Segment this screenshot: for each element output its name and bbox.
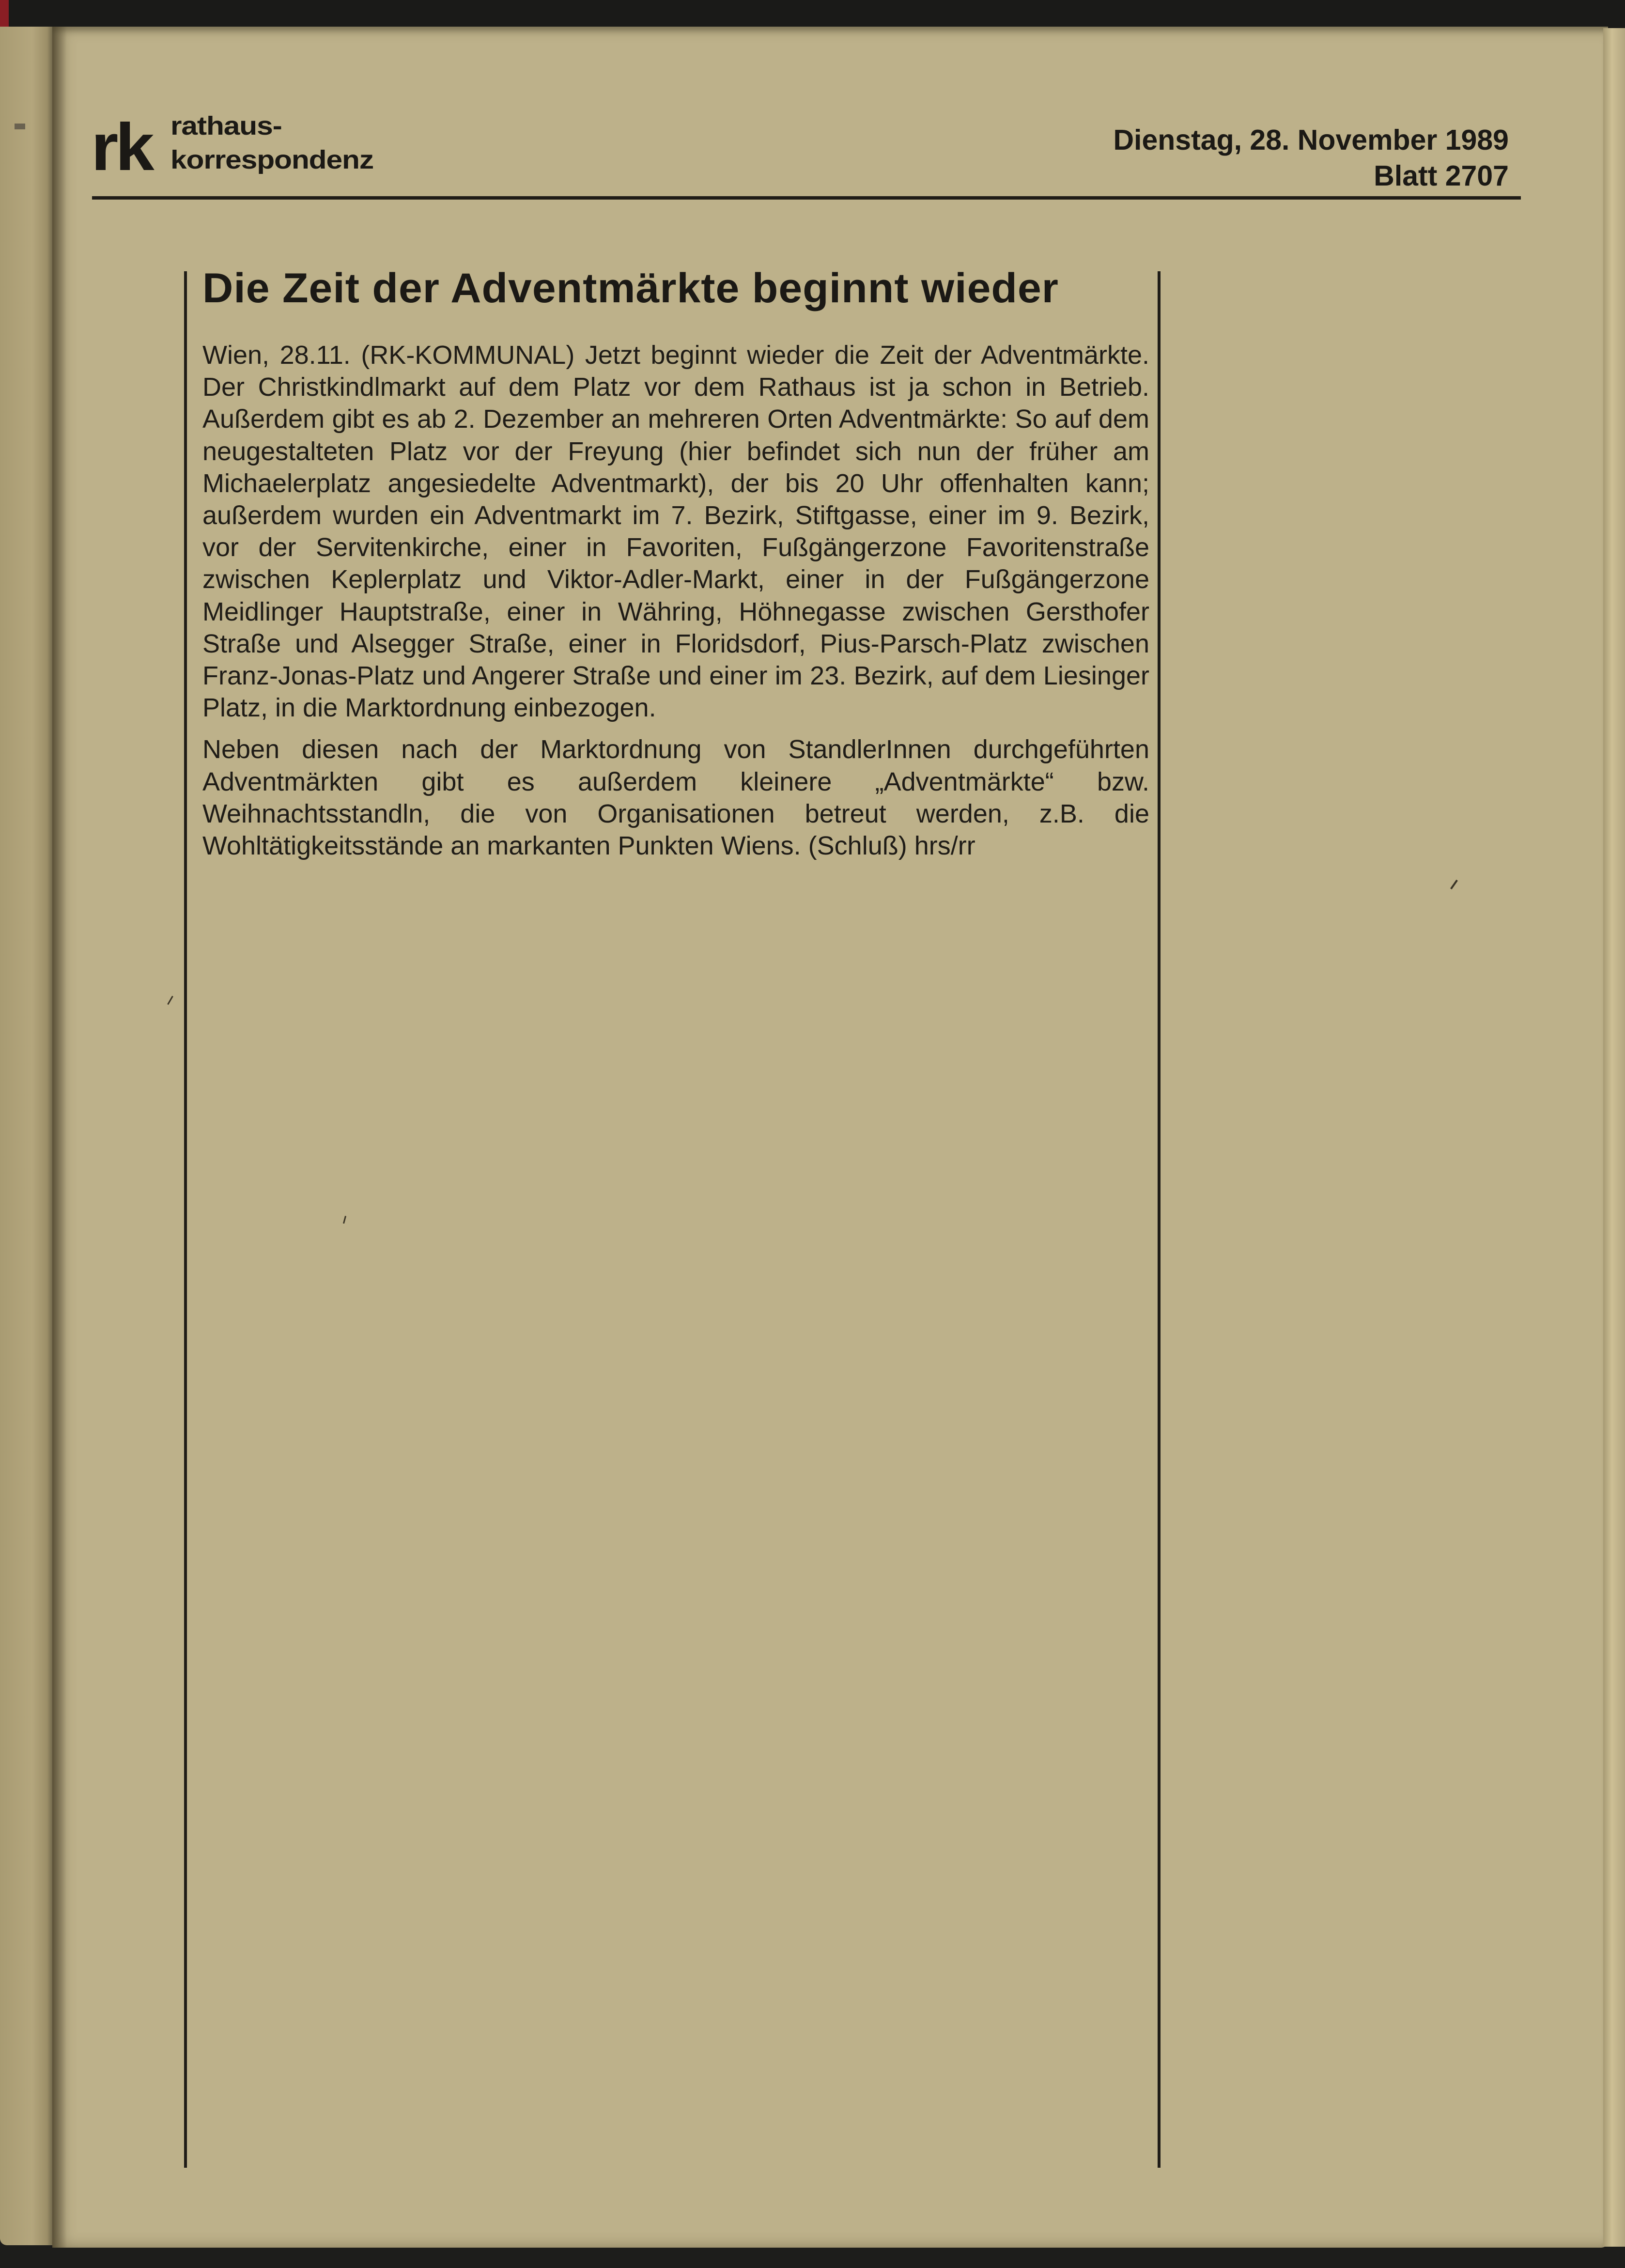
red-binding-tab: [0, 0, 9, 29]
previous-page-edge: [0, 27, 53, 2245]
gutter-shadow: [52, 27, 67, 2248]
logo-text-rathaus: rathaus-: [170, 111, 282, 140]
article-paragraph-1: Wien, 28.11. (RK-KOMMUNAL) Jetzt beginnt wieder die Zeit der Adventmärkte. Der Christkindlmarkt auf dem Platz vor dem Rathaus ist ja schon in Betrieb. Außerdem gibt es ab 2. Dezember an mehreren Orten Adventmärkte: So auf dem neugestalteten Platz vor der Freyung (hier befindet sich nun der früher am Michaelerplatz angesiedelte Adventmarkt), der bis 20 Uhr offenhalten kann; außerdem wurden ein Adventmarkt im 7. Bezirk, Stiftgasse, einer im 9. Bezirk, vor der Servitenkirche, einer in Favoriten, Fußgängerzone Favoritenstraße zwischen Keplerplatz und Viktor-Adler-Markt, einer in der Fußgängerzone Meidlinger Hauptstraße, einer in Währing, Höhnegasse zwischen Gersthofer Straße und Alsegger Straße, einer in Floridsdorf, Pius-Parsch-Platz zwischen Franz-Jonas-Platz und Angerer Straße und einer im 23. Bezirk, auf dem Liesinger Platz, in die Marktordnung einbezogen.: [202, 341, 1149, 723]
column-rule-left: [184, 271, 187, 2168]
issue-date: Dienstag, 28. November 1989: [1113, 124, 1509, 156]
column-rule-right: [1158, 271, 1161, 2168]
paper-speck: [15, 124, 25, 129]
article-title: Die Zeit der Adventmärkte beginnt wieder: [202, 265, 1059, 311]
sheet-number: Blatt 2707: [1374, 160, 1509, 192]
logo-text-korrespondenz: korrespondenz: [170, 145, 373, 174]
rk-logo-mark: rk: [91, 110, 152, 185]
header-rule: [92, 196, 1521, 200]
article-body: [202, 339, 1149, 871]
scan-background: [0, 0, 1625, 28]
article-paragraph-2: Neben diesen nach der Marktordnung von StandlerInnen durchgeführten Adventmärkten gibt es außerdem kleinere „Adventmärkte“ bzw. Weihnachtsstandln, die von Organisationen betreut werden, z.B. die Wohltätigkeitsstände an markanten Punkten Wiens. (Schluß) hrs/rr: [202, 735, 1149, 861]
page-right-edge: [1603, 28, 1625, 2247]
